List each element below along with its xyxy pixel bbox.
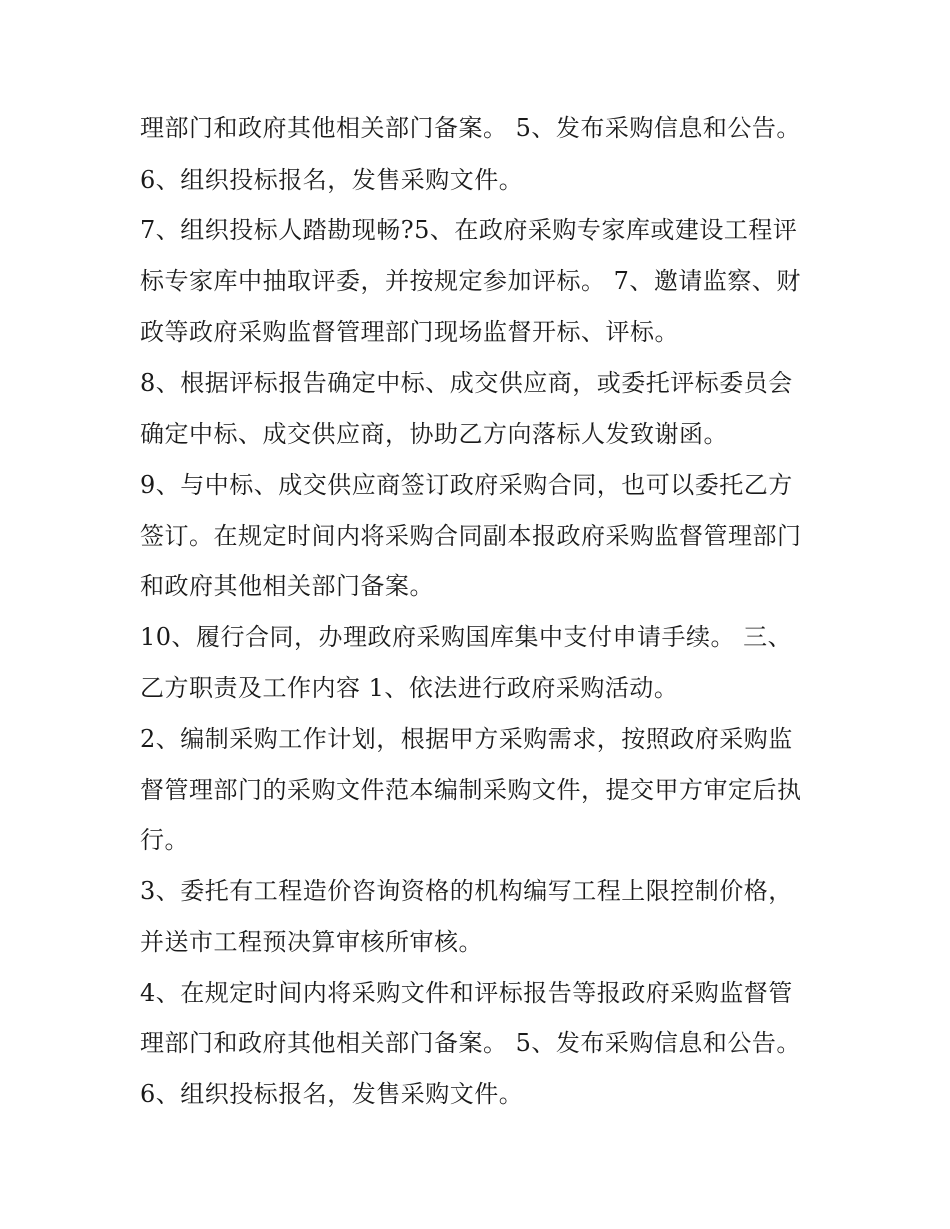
text-line: 确定中标、成交供应商，协助乙方向落标人发致谢函。	[140, 420, 728, 448]
text-line: 4、在规定时间内将采购文件和评标报告等报政府采购监督管	[140, 979, 793, 1007]
text-line: 6、组织投标报名，发售采购文件。	[140, 166, 524, 194]
text-line: 理部门和政府其他相关部门备案。 5、发布采购信息和公告。	[140, 1029, 801, 1057]
text-line: 督管理部门的采购文件范本编制采购文件，提交甲方审定后执	[140, 776, 802, 804]
text-line: 理部门和政府其他相关部门备案。 5、发布采购信息和公告。	[140, 114, 801, 142]
text-line: 行。	[140, 826, 189, 854]
text-line: 6、组织投标报名，发售采购文件。	[140, 1080, 524, 1108]
text-line: 并送市工程预决算审核所审核。	[140, 928, 483, 956]
text-line: 乙方职责及工作内容 1、依法进行政府采购活动。	[140, 674, 679, 702]
text-line: 7、组织投标人踏勘现畅?5、在政府采购专家库或建设工程评	[140, 216, 798, 244]
text-line: 签订。在规定时间内将采购合同副本报政府采购监督管理部门	[140, 522, 802, 550]
text-line: 和政府其他相关部门备案。	[140, 572, 434, 600]
text-line: 3、委托有工程造价咨询资格的机构编写工程上限控制价格，	[140, 877, 793, 905]
text-line: 9、与中标、成交供应商签订政府采购合同，也可以委托乙方	[140, 471, 793, 499]
text-line: 政等政府采购监督管理部门现场监督开标、评标。	[140, 318, 679, 346]
text-line: 8、根据评标报告确定中标、成交供应商，或委托评标委员会	[140, 369, 793, 397]
text-line: 标专家库中抽取评委，并按规定参加评标。 7、邀请监察、财	[140, 267, 801, 295]
text-line: 10、履行合同，办理政府采购国库集中支付申请手续。 三、	[140, 623, 793, 651]
text-line: 2、编制采购工作计划，根据甲方采购需求，按照政府采购监	[140, 725, 793, 753]
